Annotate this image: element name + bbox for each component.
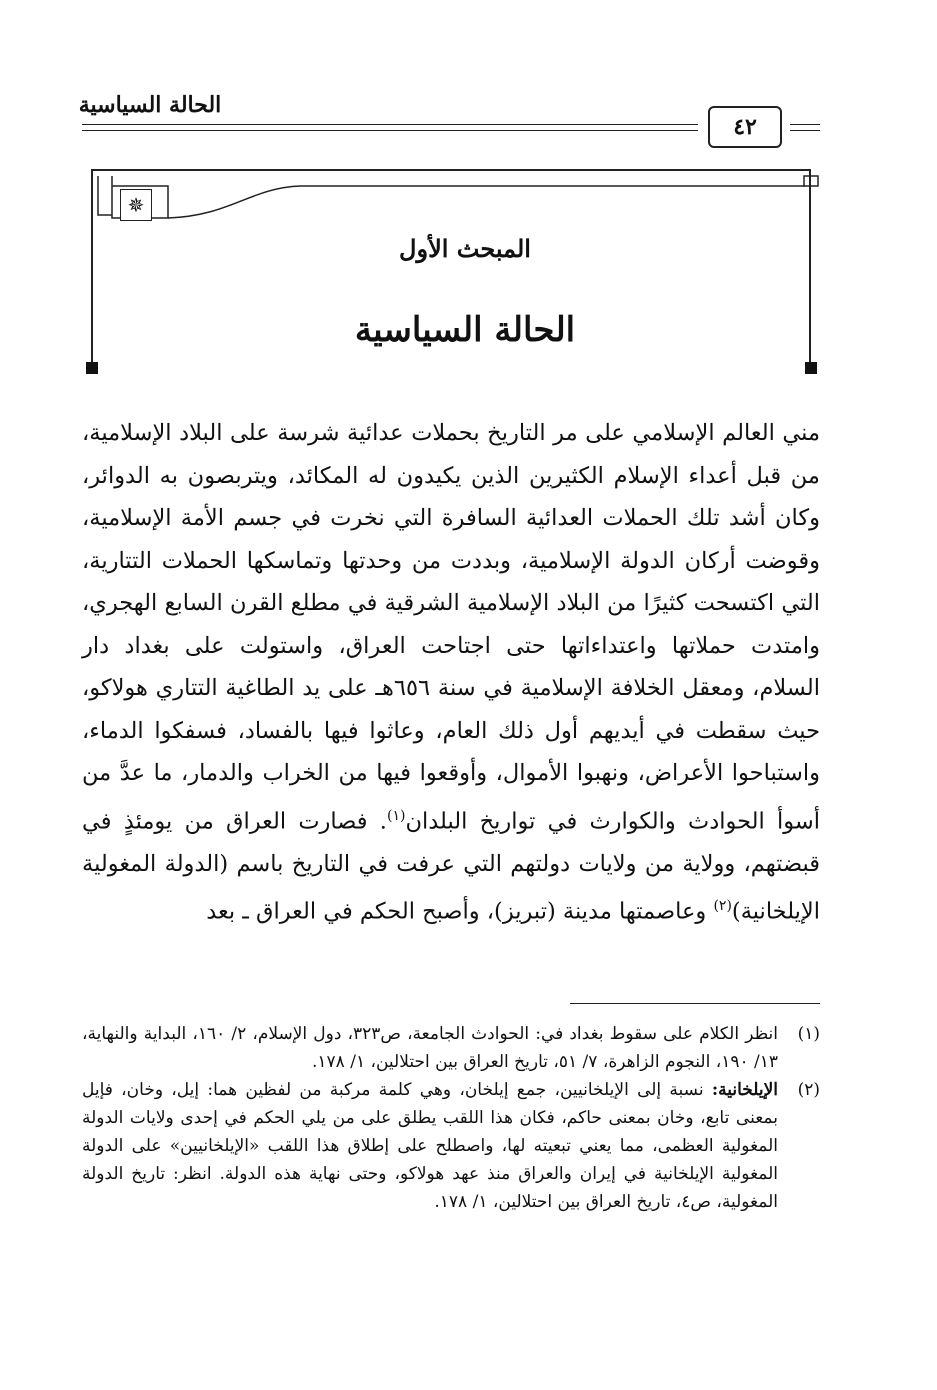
body-text-part-1: مني العالم الإسلامي على مر التاريخ بحملات عدائية شرسة على البلاد الإسلامية، من قبل أعداء الإسلام الكثيرين الذين يكيدون له المكائد، ويتربصون به الدوائر، وكان أشد تلك الحملات العدائية السافرة التي نخرت في جسم الأمة الإسلامية، وقوضت أركان الدولة الإسلامية، وبددت من وحدتها وتماسكها الحملات التتارية، التي اكتسحت كثيرًا من البلاد الإسلامية الشرقية في مطلع القرن السابع الهجري، وامتدت حملاتها واعتداءاتها حتى اجتاحت العراق، واستولت على بغداد دار السلام، ومعقل الخلافة الإسلامية في سنة ٦٥٦هـ على يد الطاغية التتاري هولاكو، حيث سقطت في أيديهم أول ذلك العام، وعاثوا فيها بالفساد، فسفكوا الدماء، واستباحوا الأعراض، ونهبوا الأموال، وأوقعوا فيها من الخراب والدمار، ما عدَّ من أسوأ الحوادث والكوارث في تواريخ البلدان <box>82 420 820 834</box>
footnotes <box>82 1020 820 1216</box>
page-number: ٤٢ <box>708 106 782 148</box>
footnote-2 <box>82 1076 820 1216</box>
footnote-term: الإيلخانية: <box>711 1080 778 1100</box>
section-title: الحالة السياسية <box>354 310 576 350</box>
footnote-separator <box>570 1003 820 1004</box>
frame-corner-left <box>86 362 98 374</box>
footnote-ref-1: (١) <box>386 807 406 824</box>
eight-point-star-icon: ✵ <box>120 189 152 221</box>
running-title: الحالة السياسية <box>78 92 222 118</box>
footnote-text <box>82 1020 778 1076</box>
footnote-body: انظر الكلام على سقوط بغداد في: الحوادث الجامعة، ص٣٢٣، دول الإسلام، ٢/ ١٦٠، البداية والنهاية، ١٣/ ١٩٠، النجوم الزاهرة، ٧/ ٥١، تاريخ العراق بين احتلالين، ١/ ١٧٨. <box>82 1024 778 1072</box>
body-text-part-2: . فصارت العراق من يومئذٍ في قبضتهم، وولاية من ولايات دولتهم التي عرفت في التاريخ باسم (الدولة المغولية الإيلخانية) <box>82 808 820 925</box>
body-paragraph <box>82 412 820 933</box>
body-text-part-3: وعاصمتها مدينة (تبريز)، وأصبح الحكم في العراق ـ بعد <box>206 898 714 925</box>
footnote-ref-2: (٢) <box>713 898 732 914</box>
footnote-mark: (٢) <box>797 1080 820 1100</box>
section-label: المبحث الأول <box>399 234 531 263</box>
footnote-mark: (١) <box>797 1024 820 1044</box>
footnote-text <box>82 1076 778 1216</box>
frame-corner-right <box>805 362 817 374</box>
footnote-body: نسبة إلى الإيلخانيين، جمع إيلخان، وهي كلمة مركبة من لفظين هما: إيل، وخان، فإيل بمعنى تابع، وخان بمعنى حاكم، فكان هذا اللقب يطلق على من يلي الحكم في إحدى ولايات الدولة المغولية العظمى، مما يعني تبعيته لها، واصطلح على إطلاق هذا اللقب «الإيلخانيين» على الدولة المغولية الإيلخانية في إيران والعراق منذ عهد هولاكو، وحتى نهاية هذه الدولة. انظر: تاريخ الدولة المغولية، ص٤، تاريخ العراق بين احتلالين، ١/ ١٧٨. <box>82 1080 778 1212</box>
footnote-1 <box>82 1020 820 1076</box>
